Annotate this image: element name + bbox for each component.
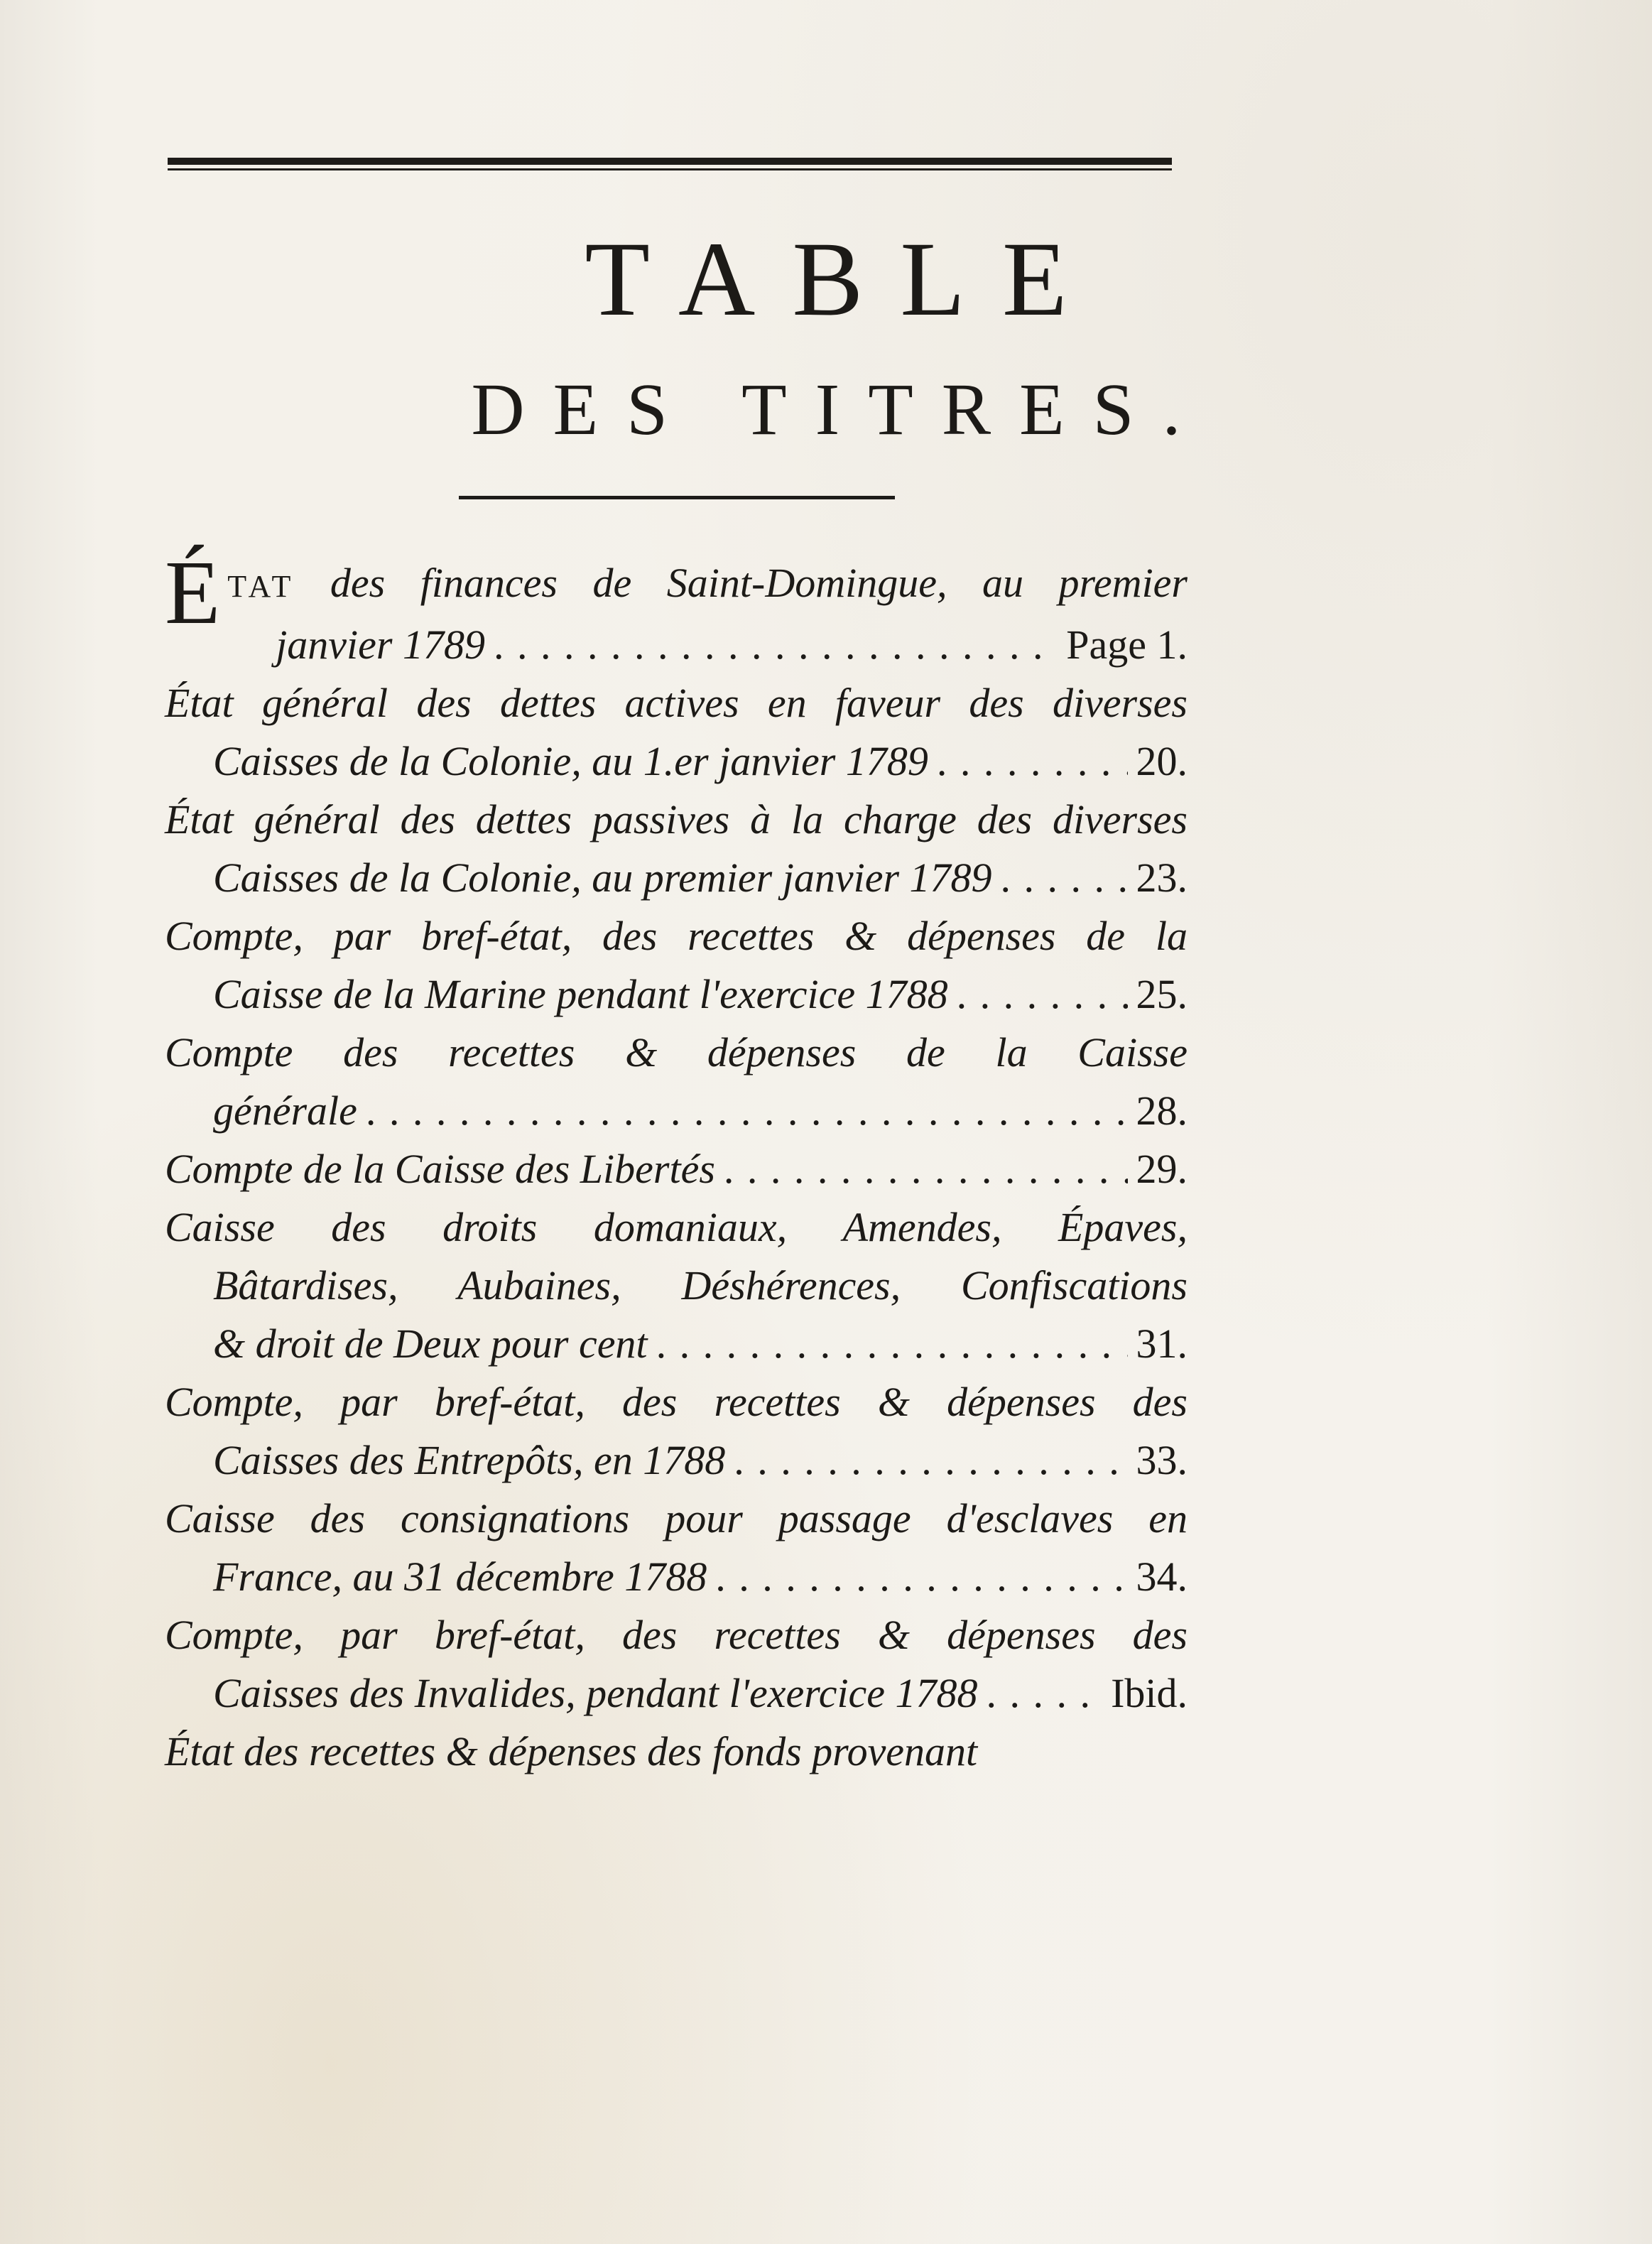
toc-entry-text: générale <box>213 1088 357 1134</box>
toc-entry-text: Caisse des consignations pour passage d'esclaves en <box>165 1495 1188 1541</box>
dot-leader <box>937 732 1128 791</box>
toc-entry-text: Caisses de la Colonie, au 1.er janvier 1789 <box>213 738 928 784</box>
toc-entry-line <box>165 849 1188 907</box>
dot-leader <box>734 1431 1127 1490</box>
toc-entry-text: Caisses des Invalides, pendant l'exercice 1788 <box>213 1670 978 1716</box>
thick-rule <box>168 158 1172 165</box>
toc-entry <box>165 907 1188 1024</box>
toc-entry <box>165 1198 1188 1373</box>
toc-entry-text: État des recettes & dépenses des fonds provenant <box>165 1728 978 1774</box>
thin-rule <box>168 168 1172 170</box>
page-subtitle: DES TITRES. <box>471 369 1210 450</box>
dot-leader <box>366 1082 1128 1140</box>
toc-entry-text: Compte des recettes & dépenses de la Caisse <box>165 1029 1188 1075</box>
drop-cap: É <box>165 542 221 643</box>
toc-entry-text: État général des dettes actives en faveur des diverses <box>165 680 1188 726</box>
page-number: 31. <box>1136 1321 1188 1367</box>
toc-entry-text: Compte, par bref-état, des recettes & dépenses des <box>165 1379 1188 1425</box>
toc-entry-text: Bâtardises, Aubaines, Déshérences, Confiscations <box>213 1262 1188 1308</box>
toc-entry-line <box>165 1490 1188 1548</box>
dot-leader <box>987 1664 1103 1723</box>
small-caps-lead: TAT <box>227 569 295 604</box>
toc-entry-line <box>165 732 1188 791</box>
page-number: 34. <box>1136 1554 1188 1600</box>
toc-entry-line <box>165 1548 1188 1606</box>
dot-leader <box>1001 849 1128 907</box>
toc-entry-line <box>227 616 1188 674</box>
page-number: Page 1. <box>1066 622 1188 668</box>
toc-entry <box>165 1024 1188 1140</box>
toc-entry <box>165 542 1188 674</box>
toc-entry-line <box>165 1198 1188 1257</box>
toc-entry <box>165 1373 1188 1490</box>
toc-entry-text: Compte de la Caisse des Libertés <box>165 1146 715 1192</box>
toc-entry <box>165 1490 1188 1606</box>
toc-entry-text: Caisses des Entrepôts, en 1788 <box>213 1437 726 1483</box>
toc-entry-line <box>165 907 1188 965</box>
toc-entry-text: janvier 1789 <box>276 622 485 668</box>
toc-entry-line <box>165 674 1188 732</box>
page-number: 28. <box>1136 1088 1188 1134</box>
page-number: 20. <box>1136 738 1188 784</box>
toc-entry <box>165 1606 1188 1723</box>
toc-entry-text: France, au 31 décembre 1788 <box>213 1554 707 1600</box>
toc-entry-text: Caisse de la Marine pendant l'exercice 1788 <box>213 971 948 1017</box>
toc-entry-line <box>165 1606 1188 1664</box>
double-rule-top <box>168 158 1172 172</box>
toc-entry-text: Caisses de la Colonie, au premier janvier 1789 <box>213 855 992 901</box>
table-of-contents <box>165 542 1188 1781</box>
toc-entry <box>165 791 1188 907</box>
toc-entry-text: & droit de Deux pour cent <box>213 1321 648 1367</box>
page-number: 25. <box>1136 971 1188 1017</box>
toc-entry-text: Compte, par bref-état, des recettes & dépenses des <box>165 1612 1188 1658</box>
page-number: Ibid. <box>1111 1670 1188 1716</box>
toc-entry-text: État général des dettes passives à la charge des diverses <box>165 796 1188 842</box>
toc-entry <box>165 1723 1188 1781</box>
toc-entry <box>165 674 1188 791</box>
dot-leader <box>494 616 1058 674</box>
toc-entry-line <box>165 1140 1188 1198</box>
toc-entry-line <box>165 965 1188 1024</box>
toc-entry-line <box>165 542 1188 643</box>
toc-entry-line <box>165 1315 1188 1373</box>
toc-entry-line <box>165 1664 1188 1723</box>
toc-entry <box>165 1140 1188 1198</box>
page-number: 23. <box>1136 855 1188 901</box>
toc-entry-line <box>165 1723 1188 1781</box>
toc-entry-text: Caisse des droits domaniaux, Amendes, Épaves, <box>165 1204 1188 1250</box>
page-title: TABLE <box>585 220 1104 338</box>
toc-entry-line <box>165 1024 1188 1082</box>
toc-entry-text: Compte, par bref-état, des recettes & dépenses de la <box>165 913 1188 959</box>
dot-leader <box>656 1315 1128 1373</box>
dot-leader <box>957 965 1128 1024</box>
page-number: 33. <box>1136 1437 1188 1483</box>
dot-leader <box>724 1140 1128 1198</box>
toc-entry-line <box>165 791 1188 849</box>
page-number: 29. <box>1136 1146 1188 1192</box>
dot-leader <box>715 1548 1127 1606</box>
toc-entry-line <box>165 1257 1188 1315</box>
toc-entry-line <box>165 1082 1188 1140</box>
toc-entry-text: des finances de Saint-Domingue, au premier <box>330 560 1188 606</box>
title-underline <box>459 496 895 499</box>
toc-entry-line <box>165 1373 1188 1431</box>
toc-entry-line <box>165 1431 1188 1490</box>
